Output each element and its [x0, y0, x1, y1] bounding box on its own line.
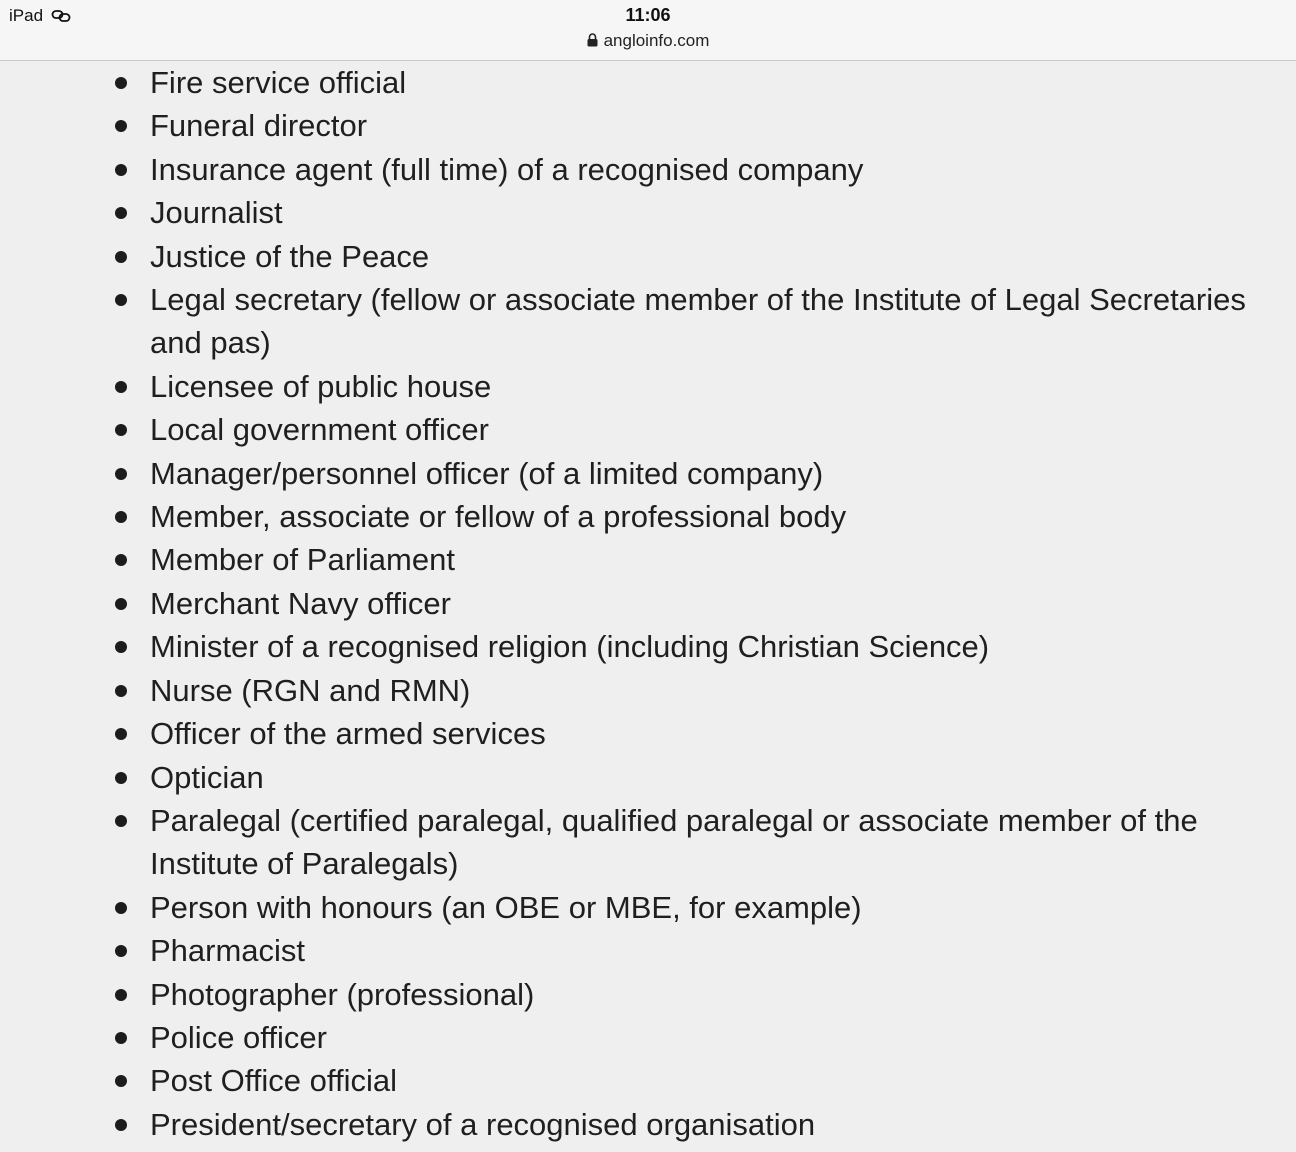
bullet-icon — [115, 207, 127, 219]
bullet-icon — [115, 424, 127, 436]
list-item — [0, 104, 1296, 147]
bullet-icon — [115, 468, 127, 480]
occupation-list — [0, 61, 1296, 1146]
list-item — [0, 1059, 1296, 1102]
lock-icon — [587, 33, 598, 47]
list-item — [0, 582, 1296, 625]
list-item — [0, 1103, 1296, 1146]
list-item-text: Paralegal (certified paralegal, qualified paralegal or associate member of the Institute of Paralegals) — [150, 802, 1198, 882]
list-item-text: Licensee of public house — [150, 368, 492, 404]
bullet-icon — [115, 511, 127, 523]
list-item — [0, 1016, 1296, 1059]
list-item-text: Fire service official — [150, 65, 407, 100]
bullet-icon — [115, 728, 127, 740]
bullet-icon — [115, 77, 127, 89]
list-item — [0, 886, 1296, 929]
list-item-text: Person with honours (an OBE or MBE, for example) — [150, 889, 862, 925]
list-item-text: Optician — [150, 759, 264, 795]
list-item-text: Manager/personnel officer (of a limited company) — [150, 455, 824, 491]
list-item-text: Officer of the armed services — [150, 716, 546, 752]
bullet-icon — [115, 251, 127, 263]
list-item-text: Nurse (RGN and RMN) — [150, 672, 471, 708]
list-item — [0, 148, 1296, 191]
bullet-icon — [115, 120, 127, 132]
list-item-text: Member, associate or fellow of a professional body — [150, 499, 847, 535]
list-item — [0, 929, 1296, 972]
list-item — [0, 235, 1296, 278]
list-item-text: Justice of the Peace — [150, 238, 430, 274]
bullet-icon — [115, 641, 127, 653]
list-item — [0, 408, 1296, 451]
list-item-text: Post Office official — [150, 1063, 397, 1099]
clock: 11:06 — [625, 5, 671, 25]
list-item — [0, 799, 1296, 886]
list-item-text: Minister of a recognised religion (including Christian Science) — [150, 629, 990, 665]
bullet-icon — [115, 685, 127, 697]
bullet-icon — [115, 598, 127, 610]
bullet-icon — [115, 294, 127, 306]
list-item — [0, 625, 1296, 668]
list-item — [0, 669, 1296, 712]
list-item-text: Insurance agent (full time) of a recognised company — [150, 151, 864, 187]
list-item — [0, 191, 1296, 234]
list-item — [0, 973, 1296, 1016]
bullet-icon — [115, 902, 127, 914]
bullet-icon — [115, 772, 127, 784]
list-item-text: Local government officer — [150, 412, 489, 448]
list-item-text: President/secretary of a recognised organisation — [150, 1106, 816, 1142]
list-item-text: Funeral director — [150, 108, 368, 144]
bullet-icon — [115, 1032, 127, 1044]
list-item-text: Member of Parliament — [150, 542, 455, 578]
list-item — [0, 538, 1296, 581]
address-bar[interactable] — [0, 31, 1296, 51]
list-item — [0, 452, 1296, 495]
url-text[interactable]: angloinfo.com — [603, 31, 710, 50]
bullet-icon — [115, 945, 127, 957]
list-item-text: Photographer (professional) — [150, 976, 535, 1012]
status-bar — [0, 0, 1296, 61]
page-content — [0, 61, 1296, 1152]
bullet-icon — [115, 1119, 127, 1131]
list-item-text: Pharmacist — [150, 933, 306, 969]
list-item-text: Merchant Navy officer — [150, 585, 451, 621]
list-item-text: Police officer — [150, 1019, 327, 1055]
bullet-icon — [115, 164, 127, 176]
list-item — [0, 712, 1296, 755]
bullet-icon — [115, 989, 127, 1001]
list-item — [0, 278, 1296, 365]
list-item-text: Journalist — [150, 195, 283, 231]
list-item — [0, 61, 1296, 104]
bullet-icon — [115, 381, 127, 393]
list-item — [0, 365, 1296, 408]
bullet-icon — [115, 815, 127, 827]
bullet-icon — [115, 1075, 127, 1087]
device-name: iPad — [9, 6, 44, 25]
list-item-text: Legal secretary (fellow or associate member of the Institute of Legal Secretaries and pas) — [150, 282, 1246, 361]
list-item — [0, 756, 1296, 799]
list-item — [0, 495, 1296, 538]
bullet-icon — [115, 554, 127, 566]
